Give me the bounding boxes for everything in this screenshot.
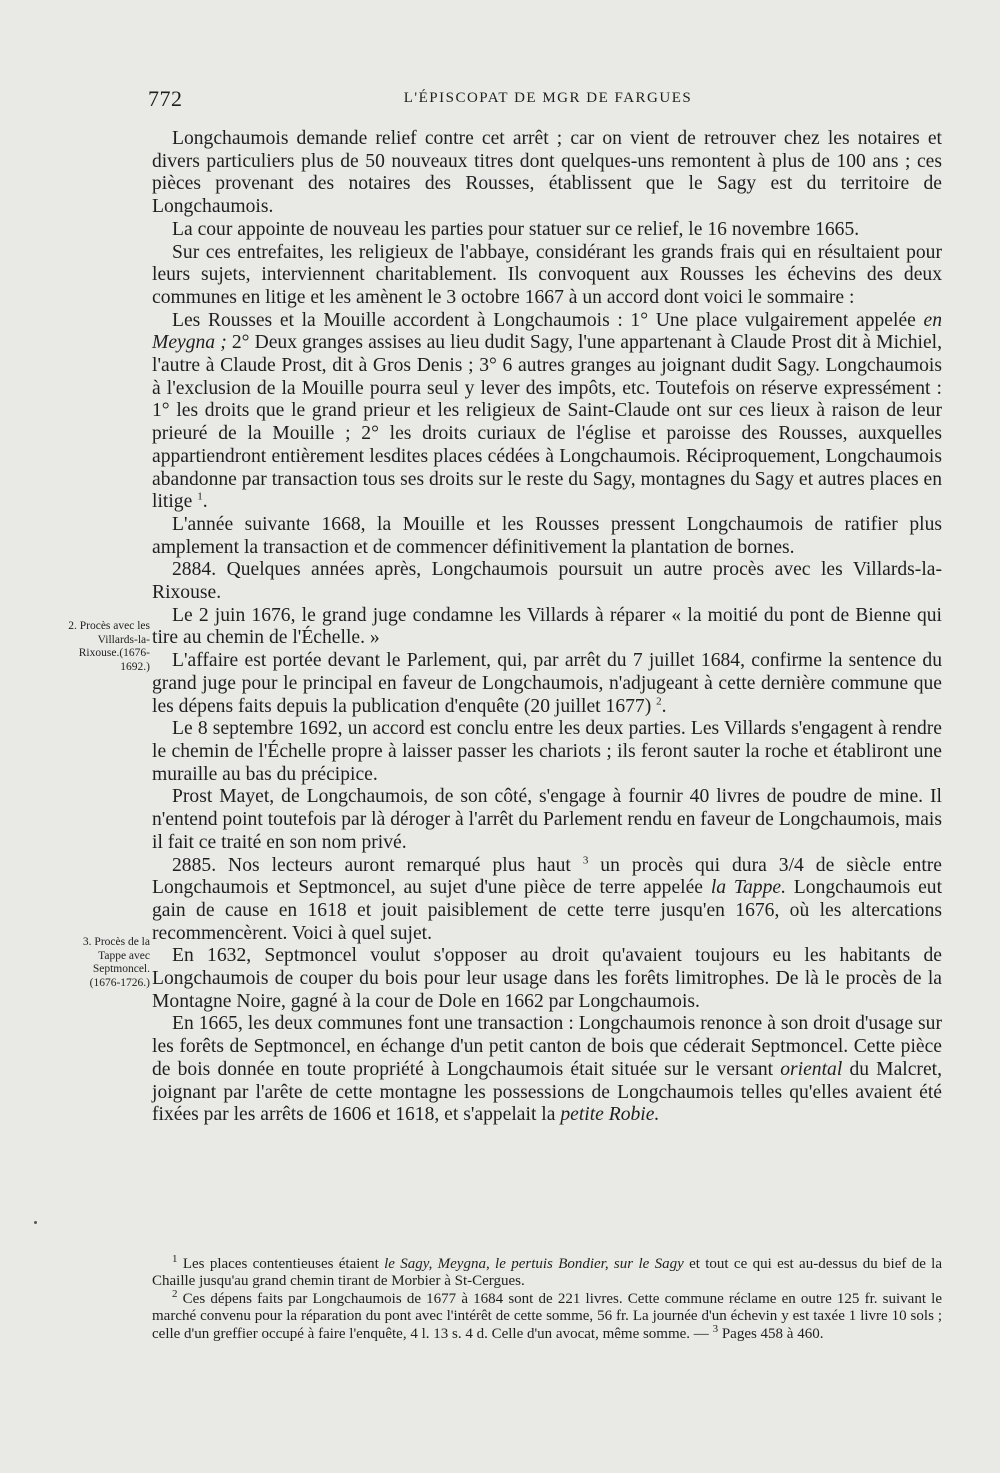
text-run: Les places contentieuses étaient (177, 1256, 385, 1272)
paragraph (152, 650, 942, 718)
italic-run: en Meygna ; (152, 309, 942, 354)
paragraph (152, 855, 942, 946)
italic-run: oriental (780, 1058, 843, 1080)
page-header (148, 86, 948, 114)
paragraph: Le 8 septembre 1692, un accord est conclu entre les deux parties. Les Villards s'engagent à rendre le chemin de l'Échelle propre à laisser passer les chariots ; ils feront sauter la roche et établiront une muraille au bas du précipice. (152, 718, 942, 785)
text-run: et tout ce qui est au-dessus du bief de la Chaille jusqu'au grand chemin tirant de Morbier à St-Cergues. (152, 1256, 943, 1290)
page-number: 772 (148, 86, 183, 111)
paragraph: Sur ces entrefaites, les religieux de l'abbaye, considérant les grands frais qui en résultaient pour leurs sujets, interviennent charitablement. Ils convoquent aux Rousses les échevins des deux communes en litige et les amènent le 3 octobre 1667 à un accord dont voici le sommaire : (152, 241, 942, 308)
text-run: Pages 458 à 460. (718, 1325, 824, 1342)
running-head: L'ÉPISCOPAT DE MGR DE FARGUES (403, 90, 693, 106)
footnote-number: 3 (712, 1322, 719, 1335)
footnote-number: 1 (172, 1253, 178, 1265)
text-run: En 1665, les deux communes font une transaction : Longchaumois renonce à son droit d'usage sur les forêts de Septmoncel, en échange d'un petit canton de bois que céderait Septmoncel. Cette pièce de bois donnée en toute propriété à Longchaumois était située sur le versant (152, 1013, 942, 1080)
text-run: du Malcret, joignant par l'arête de cette montagne les possessions de Longchaumois telles qu'elles avaient été fixées par les arrêts de 1606 et 1618, et s'appelait la (152, 1058, 942, 1126)
footnote (152, 1287, 942, 1343)
stray-dot (34, 1221, 37, 1224)
footnote-ref: 2 (656, 695, 662, 708)
footnote-ref: 1 (197, 490, 203, 503)
paragraph: Longchaumois demande relief contre cet arrêt ; car on vient de retrouver chez les notaires et divers particuliers plus de 50 nouveaux titres dont quelques-uns remontent à plus de 100 ans ; ces pièces provenant des notaires des Rousses, établissent que le Sagy est du territoire de Longchaumois. (152, 128, 942, 218)
text-run: Ces dépens faits par Longchaumois de 1677 à 1684 sont de 221 livres. Cette commune réclame en outre 125 fr. suivant le marché convenu pour la réparation du pont avec l'intérêt de cette somme, 56 fr. La journée d'un échevin y est taxée 1 livre 10 sols ; celle d'un greffier occupé à faire l'enquête, 4 l. 13 s. 4 d. Celle d'un avocat, même somme. — (152, 1290, 942, 1342)
paragraph (152, 310, 942, 514)
body-text (152, 128, 942, 1127)
paragraph: Le 2 juin 1676, le grand juge condamne les Villards à réparer « la moitié du pont de Bienne qui tire au chemin de l'Échelle. » (152, 604, 942, 649)
footnote-number: 2 (172, 1287, 178, 1300)
footnote (152, 1253, 943, 1291)
text-run: un procès qui dura 3/4 de siècle entre Longchaumois et Septmoncel, au sujet d'une pièce de terre appelée (152, 854, 942, 899)
text-run: 2° Deux granges assises au lieu dudit Sagy, l'une appartenant à Claude Prost dit à Michiel, l'autre à Claude Prost, dit à Gros Denis ; 3° 6 autres granges au joignant dudit Sagy. Longchaumois à l'exclusion de la Mouille pourra seul y lever des impôts, etc. Toutefois on réserve expressément : 1° les droits que le grand prieur et les religieux de Saint-Claude ont sur ces lieux à raison de leur prieuré de la Mouille ; 2° les droits curiaux de l'église et paroisse des Rousses, auxquelles appartiendront entièrement lesdites places cédées à Longchaumois. Réciproquement, Longchaumois abandonne par transaction tous ses droits sur le reste du Sagy, montagnes du Sagy et autres places en litige (152, 332, 942, 513)
paragraph: En 1632, Septmoncel voulut s'opposer au droit qu'avaient toujours eu les habitants de Longchaumois de couper du bois pour leur usage dans les forêts limitrophes. De là le procès de la Montagne Noire, gagné à la cour de Dole en 1662 par Longchaumois. (152, 945, 942, 1012)
margin-note-tappe: 3. Procès de la Tappe avec Septmoncel. (1676-1726.) (82, 936, 150, 989)
margin-note-villards: 2. Procès avec les Villards-la-Rixouse.(1676-1692.) (68, 620, 150, 673)
text-run: Les Rousses et la Mouille accordent à Longchaumois : 1° Une place vulgairement appelée (172, 309, 924, 331)
paragraph: L'année suivante 1668, la Mouille et les Rousses pressent Longchaumois de ratifier plus amplement la transaction et de commencer définitivement la plantation de bornes. (152, 513, 942, 558)
footnotes (152, 1253, 943, 1343)
text-run: . (202, 491, 208, 513)
italic-run: le Sagy, Meygna, le pertuis Bondier, sur le Sagy (384, 1256, 684, 1272)
italic-run: la Tappe. (710, 877, 786, 899)
text-run: 2885. Nos lecteurs auront remarqué plus haut (172, 854, 571, 876)
paragraph: La cour appointe de nouveau les parties pour statuer sur ce relief, le 16 novembre 1665. (172, 218, 860, 240)
paragraph: Prost Mayet, de Longchaumois, de son côté, s'engage à fournir 40 livres de poudre de mine. Il n'entend point toutefois par là déroger à l'arrêt du Parlement rendu en faveur de Longchaumois, mais il fait ce traité en son nom privé. (152, 786, 942, 853)
paragraph (152, 1013, 942, 1127)
italic-run: petite Robie. (560, 1104, 660, 1126)
text-run: . (661, 695, 667, 717)
text-run: Longchaumois eut gain de cause en 1618 et jouit paisiblement de cette terre jusqu'en 1676, où les altercations recommencèrent. Voici à quel sujet. (152, 877, 943, 944)
text-run: L'affaire est portée devant le Parlement, qui, par arrêt du 7 juillet 1684, confirme la sentence du grand juge pour le principal en faveur de Longchaumois, n'adjugeant à cette dernière commune que les dépens faits depuis la publication d'enquête (20 juillet 1677) (152, 650, 942, 717)
footnote-ref: 3 (582, 853, 589, 866)
paragraph: 2884. Quelques années après, Longchaumois poursuit un autre procès avec les Villards-la-Rixouse. (152, 559, 942, 604)
